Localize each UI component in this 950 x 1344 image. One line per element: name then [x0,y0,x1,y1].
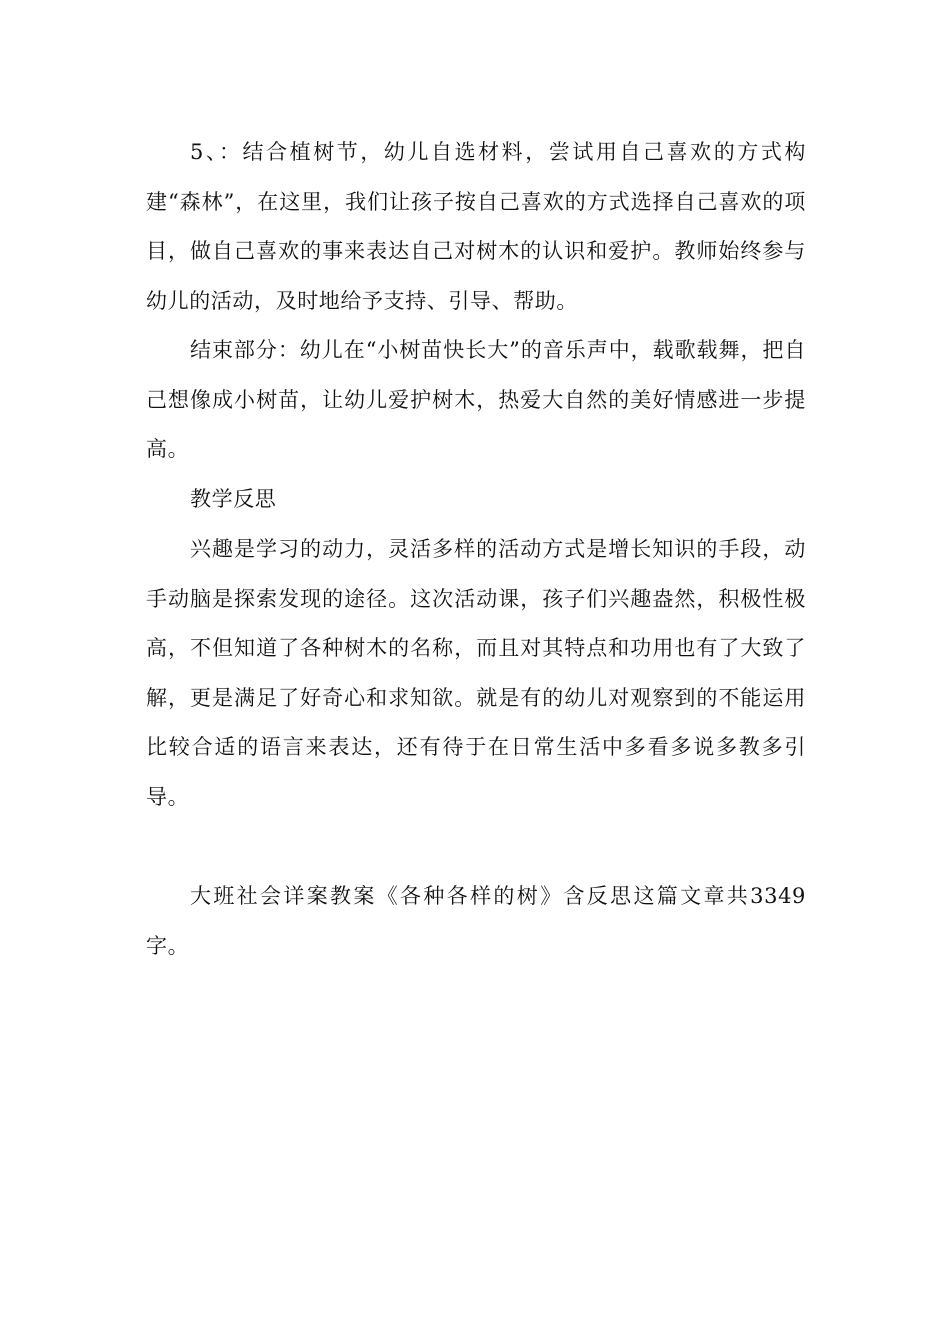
section-heading-teaching-reflection: 教学反思 [190,487,277,511]
paragraph-article-summary: 大班社会详案教案《各种各样的树》含反思这篇文章共3349字。 [146,884,806,958]
paragraph-activity-step-5: 5、：结合植树节，幼儿自选材料，尝试用自己喜欢的方式构建“森林”，在这里，我们让孩子按自己喜欢的方式选择自己喜欢的项目，做自己喜欢的事来表达自己对树木的认识和爱护。教师始终参与幼儿的活动，及时地给予支持、引导、帮助。 [146,140,806,313]
paragraph-closing-section: 结束部分：幼儿在“小树苗快长大”的音乐声中，载歌载舞，把自己想像成小树苗，让幼儿爱护树木，热爱大自然的美好情感进一步提高。 [146,338,806,461]
paragraph-reflection: 兴趣是学习的动力，灵活多样的活动方式是增长知识的手段，动手动脑是探索发现的途径。这次活动课，孩子们兴趣盎然，积极性极高，不但知道了各种树木的名称，而且对其特点和功用也有了大致了解，更是满足了好奇心和求知欲。就是有的幼儿对观察到的不能运用比较合适的语言来表达，还有待于在日常生活中多看多说多教多引导。 [146,537,806,809]
